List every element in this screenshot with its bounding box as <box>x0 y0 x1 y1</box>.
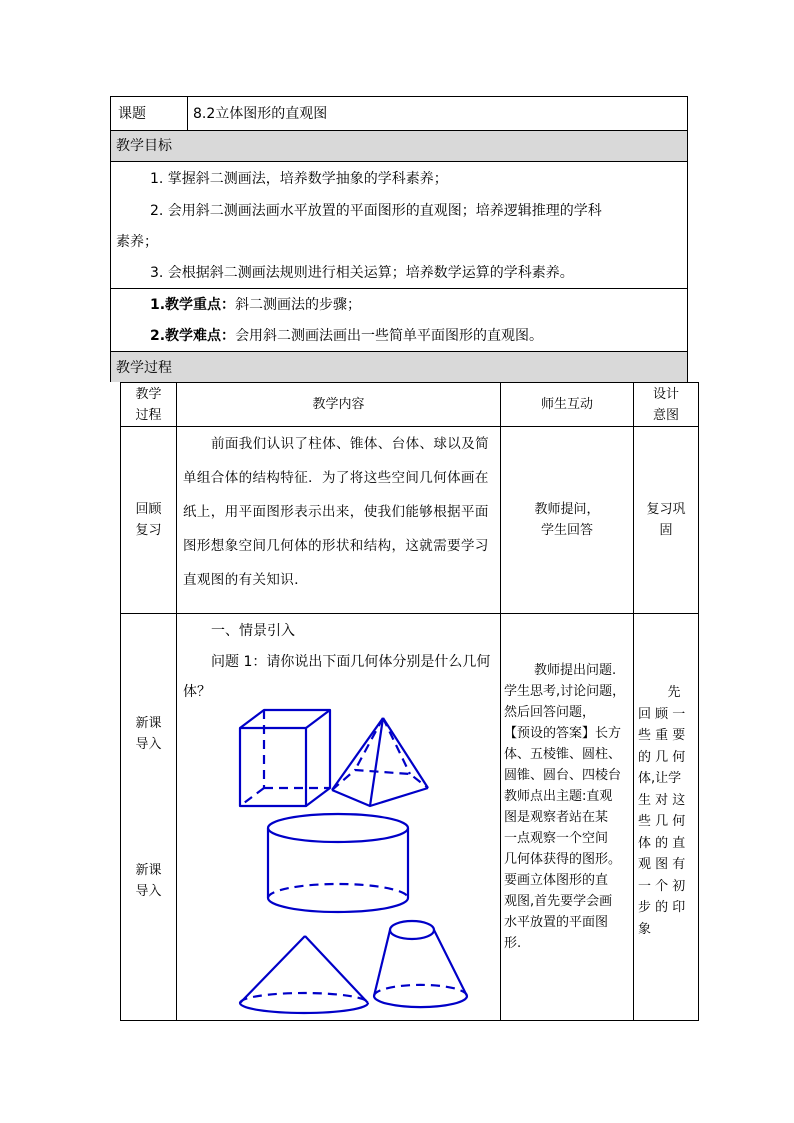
col-header-stage-line1: 教学 <box>135 386 162 402</box>
row2-interaction-line: 【预设的答案】长方 <box>504 726 622 741</box>
row2-stage-b-line1: 新课 <box>135 863 162 878</box>
row1-intent <box>634 427 698 613</box>
row2-interaction-line: 教师点出主题:直观 <box>504 789 613 804</box>
col-header-intent-line1: 设计 <box>652 386 679 402</box>
row2-intent-line: 先 <box>667 685 681 700</box>
row2-stage-b <box>121 860 176 902</box>
row2-intent-line: 步 的 印 <box>638 900 686 915</box>
row2-interaction-line: 水平放置的平面图 <box>504 915 609 930</box>
difficulty <box>150 325 543 347</box>
row2-intent-line: 生 对 这 <box>638 792 686 808</box>
row1-stage-line1: 回顾 <box>135 502 162 517</box>
row2-stage-a-line2: 导入 <box>135 737 162 752</box>
process-band <box>111 352 687 382</box>
row2-stage-a-line1: 新课 <box>135 716 162 731</box>
row1-interaction-line1: 教师提问， <box>534 502 600 517</box>
row2-intent-line: 体,让学 <box>638 771 682 786</box>
row2-intent-line: 一 个 初 <box>638 878 686 894</box>
row2-interaction-line: 一点观察一个空间 <box>504 831 609 846</box>
row2-interaction-line: 教师提出问题. <box>534 663 617 678</box>
process-label: 教学过程 <box>116 360 172 376</box>
row2-intent-line: 些 几 何 <box>638 814 686 829</box>
row2-interaction-line: 几何体获得的图形。 <box>504 852 622 867</box>
row1-interaction <box>501 427 633 613</box>
row1-intent-line2: 固 <box>659 523 673 538</box>
question-line-1: 问题 1：请你说出下面几何体分别是什么几何 <box>211 654 491 670</box>
row1-content <box>183 427 497 597</box>
row2-intent-line: 观 图 有 <box>638 857 686 872</box>
pentagonal-pyramid-icon <box>332 718 428 806</box>
row2-intent-line: 的 几 何 <box>638 749 686 765</box>
frustum-icon <box>374 921 467 1007</box>
row2-interaction-line: 学生思考,讨论问题， <box>504 684 626 699</box>
row2-interaction-line: 圆锥、圆台、四棱台 <box>504 768 622 783</box>
row2-intent-line: 回 顾 一 <box>638 706 686 722</box>
objectives-label: 教学目标 <box>116 138 172 154</box>
row1-stage-line2: 复习 <box>135 523 162 538</box>
col-header-stage <box>121 383 176 426</box>
row2-intent-line: 象 <box>638 921 652 937</box>
row1-content-line: 前面我们认识了柱体、锥体、台体、球以及简 <box>211 436 489 452</box>
row2-intent-line: 体 的 直 <box>638 835 686 851</box>
objectives-band <box>111 131 687 161</box>
row2-interaction-line: 图是观察者站在某 <box>504 810 609 825</box>
row1-content-line: 单组合体的结构特征．为了将这些空间几何体画在 <box>183 470 489 486</box>
row1-interaction-line2: 学生回答 <box>540 523 593 538</box>
col-header-intent-line2: 意图 <box>652 407 679 423</box>
row1-content-line: 纸上，用平面图形表示出来，使我们能够根据平面 <box>183 504 489 520</box>
difficulty-text: 会用斜二测画法画出一些简单平面图形的直观图。 <box>235 328 544 344</box>
objective-2: 2. 会用斜二测画法画水平放置的平面图形的直观图；培养逻辑推理的学科 <box>150 203 602 219</box>
row2-stage-b-line2: 导入 <box>135 884 162 899</box>
key-point-text: 斜二测画法的步骤； <box>235 297 362 313</box>
row1-intent-line1: 复习巩 <box>646 502 686 517</box>
cone-icon <box>240 936 368 1013</box>
section-title: 一、情景引入 <box>211 623 295 639</box>
col-header-interaction: 师生互动 <box>540 397 593 412</box>
col-header-content: 教学内容 <box>312 397 365 412</box>
cuboid-icon <box>240 710 330 806</box>
key-point-label: 1.教学重点： <box>150 297 236 313</box>
row2-interaction <box>504 660 632 954</box>
col-header-stage-line2: 过程 <box>135 407 162 423</box>
row1-stage <box>121 427 176 613</box>
difficulty-label: 2.教学难点： <box>150 328 236 344</box>
row2-interaction-line: 观图,首先要学会画 <box>504 894 613 909</box>
key-point <box>150 294 361 316</box>
cylinder-icon <box>268 814 408 912</box>
course-title: 8.2立体图形的直观图 <box>193 106 328 122</box>
col-header-intent <box>634 383 698 426</box>
row2-intent <box>638 682 696 940</box>
row2-intent-line: 些 重 要 <box>638 728 686 743</box>
row1-content-line: 图形想象空间几何体的形状和结构，这就需要学习 <box>183 538 489 554</box>
row2-interaction-line: 然后回答问题， <box>504 705 596 720</box>
row2-interaction-line: 形. <box>504 936 522 951</box>
geometry-figures <box>230 708 480 1018</box>
row1-content-line: 直观图的有关知识． <box>183 572 309 588</box>
question-line-2: 体？ <box>183 684 211 700</box>
objective-1: 1. 掌握斜二测画法，培养数学抽象的学科素养； <box>150 171 448 187</box>
row2-interaction-line: 要画立体图形的直 <box>504 873 609 888</box>
row2-stage-a <box>121 713 176 755</box>
objective-2-cont: 素养； <box>116 234 158 250</box>
row2-interaction-line: 体、五棱锥、圆柱、 <box>504 747 622 762</box>
course-label: 课题 <box>118 106 146 122</box>
objective-3: 3. 会根据斜二测画法规则进行相关运算；培养数学运算的学科素养。 <box>150 265 574 281</box>
